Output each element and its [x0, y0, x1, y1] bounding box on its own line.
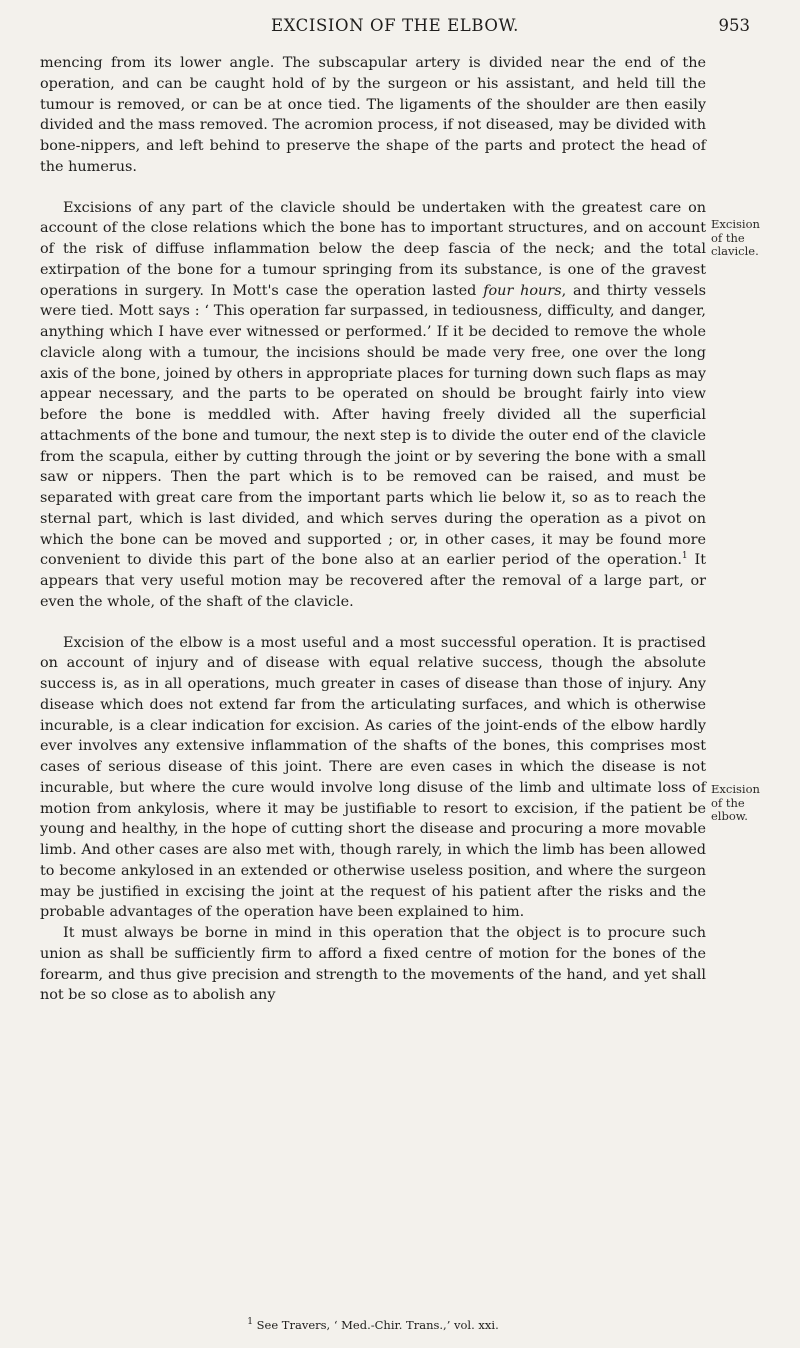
paragraph-clavicle [40, 198, 706, 613]
footnote [40, 1318, 706, 1332]
side-note-line: Excision [711, 782, 760, 796]
page-number: 953 [718, 16, 750, 35]
page-header [40, 16, 750, 40]
italic-duration: four hours [483, 282, 562, 299]
side-note-line: of the [711, 795, 745, 810]
footnote-reference: 1 [681, 551, 688, 562]
side-note-line: of the [711, 230, 745, 245]
clavicle-text-a: Excisions of any part of the clavicle should be undertaken with the greatest care on account of the close relations which the bone has to important structures, and on account of the risk of diffuse inflammation below the deep fascia of the neck; and the total extirpation of the bone for a tumour springing from its substance, is one of the gravest operations in surgery. In Mott's case the operation lasted [40, 199, 706, 299]
side-note-line: clavicle. [711, 244, 759, 258]
footnote-marker: 1 [247, 1317, 253, 1328]
clavicle-text-b: , and thirty vessels were tied. Mott says : ‘ This operation far surpassed, in tediousness, difficulty, and danger, anything which I have ever witnessed or performed.’ If it be decided to remove the whole clavicle along with a tumour, the incisions should be made very free, one over the long axis of the bone, joined by others in appropriate places for turning down such flaps as may appear necessary, and the parts to be operated on should be brought fairly into view before the bone is meddled with. After having freely divided all the superficial attachments of the bone and tumour, the next step is to divide the outer end of the clavicle from the scapula, either by cutting through the joint or by severing the bone with a small saw or nippers. Then the part which is to be removed can be raised, and must be separated with great care from the important parts which lie below it, so as to reach the sternal part, which is last divided, and which serves during the operation as a pivot on which the bone can be moved and supported ; or, in other cases, it may be found more convenient to divide this part of the bone also at an earlier period of the operation. [40, 282, 706, 569]
side-note-elbow [711, 783, 791, 824]
side-note-line: elbow. [711, 809, 748, 823]
clavicle-text-c: It appears that very useful motion may be recovered after the removal of a large part, or even the whole, of the shaft of the clavicle. [40, 552, 706, 610]
paragraph-elbow-object: It must always be borne in mind in this operation that the object is to procure such union as shall be sufficiently firm to afford a fixed centre of motion for the bones of the forearm, and thus give precision and strength to the movements of the hand, and yet shall not be so close as to abolish any [40, 925, 706, 1004]
side-note-clavicle [711, 218, 791, 259]
main-text [40, 53, 706, 1006]
paragraph-elbow: Excision of the elbow is a most useful and a most successful operation. It is practised on account of injury and of disease with equal relative success, though the absolute success is, as in all operations, much greater in cases of disease than those of injury. Any disease which does not extend far from the articulating surfaces, and which is otherwise incurable, is a clear indication for excision. As caries of the joint-ends of the elbow hardly ever involves any extensive inflammation of the shafts of the bones, this comprises most cases of serious disease of this joint. There are even cases in which the disease is not incurable, but where the cure would involve long disuse of the limb and ultimate loss of motion from ankylosis, where it may be justifiable to resort to excision, if the patient be young and healthy, in the hope of cutting short the disease and procuring a more movable limb. And other cases are also met with, though rarely, in which the limb has been allowed to become ankylosed in an extended or otherwise useless position, and where the surgeon may be justified in excising the joint at the request of his patient after the risks and the probable advantages of the operation have been explained to him. [40, 634, 706, 921]
paragraph-continuation: mencing from its lower angle. The subscapular artery is divided near the end of the operation, and can be caught hold of by the surgeon or his assistant, and held till the tumour is removed, or can be at once tied. The ligaments of the shoulder are then easily divided and the mass removed. The acromion process, if not diseased, may be divided with bone-nippers, and left behind to preserve the shape of the parts and protect the head of the humerus. [40, 55, 706, 175]
footnote-text: See Travers, ‘ Med.-Chir. Trans.,’ vol. xxi. [253, 1318, 499, 1332]
side-note-line: Excision [711, 217, 760, 231]
running-head: EXCISION OF THE ELBOW. [270, 16, 520, 35]
